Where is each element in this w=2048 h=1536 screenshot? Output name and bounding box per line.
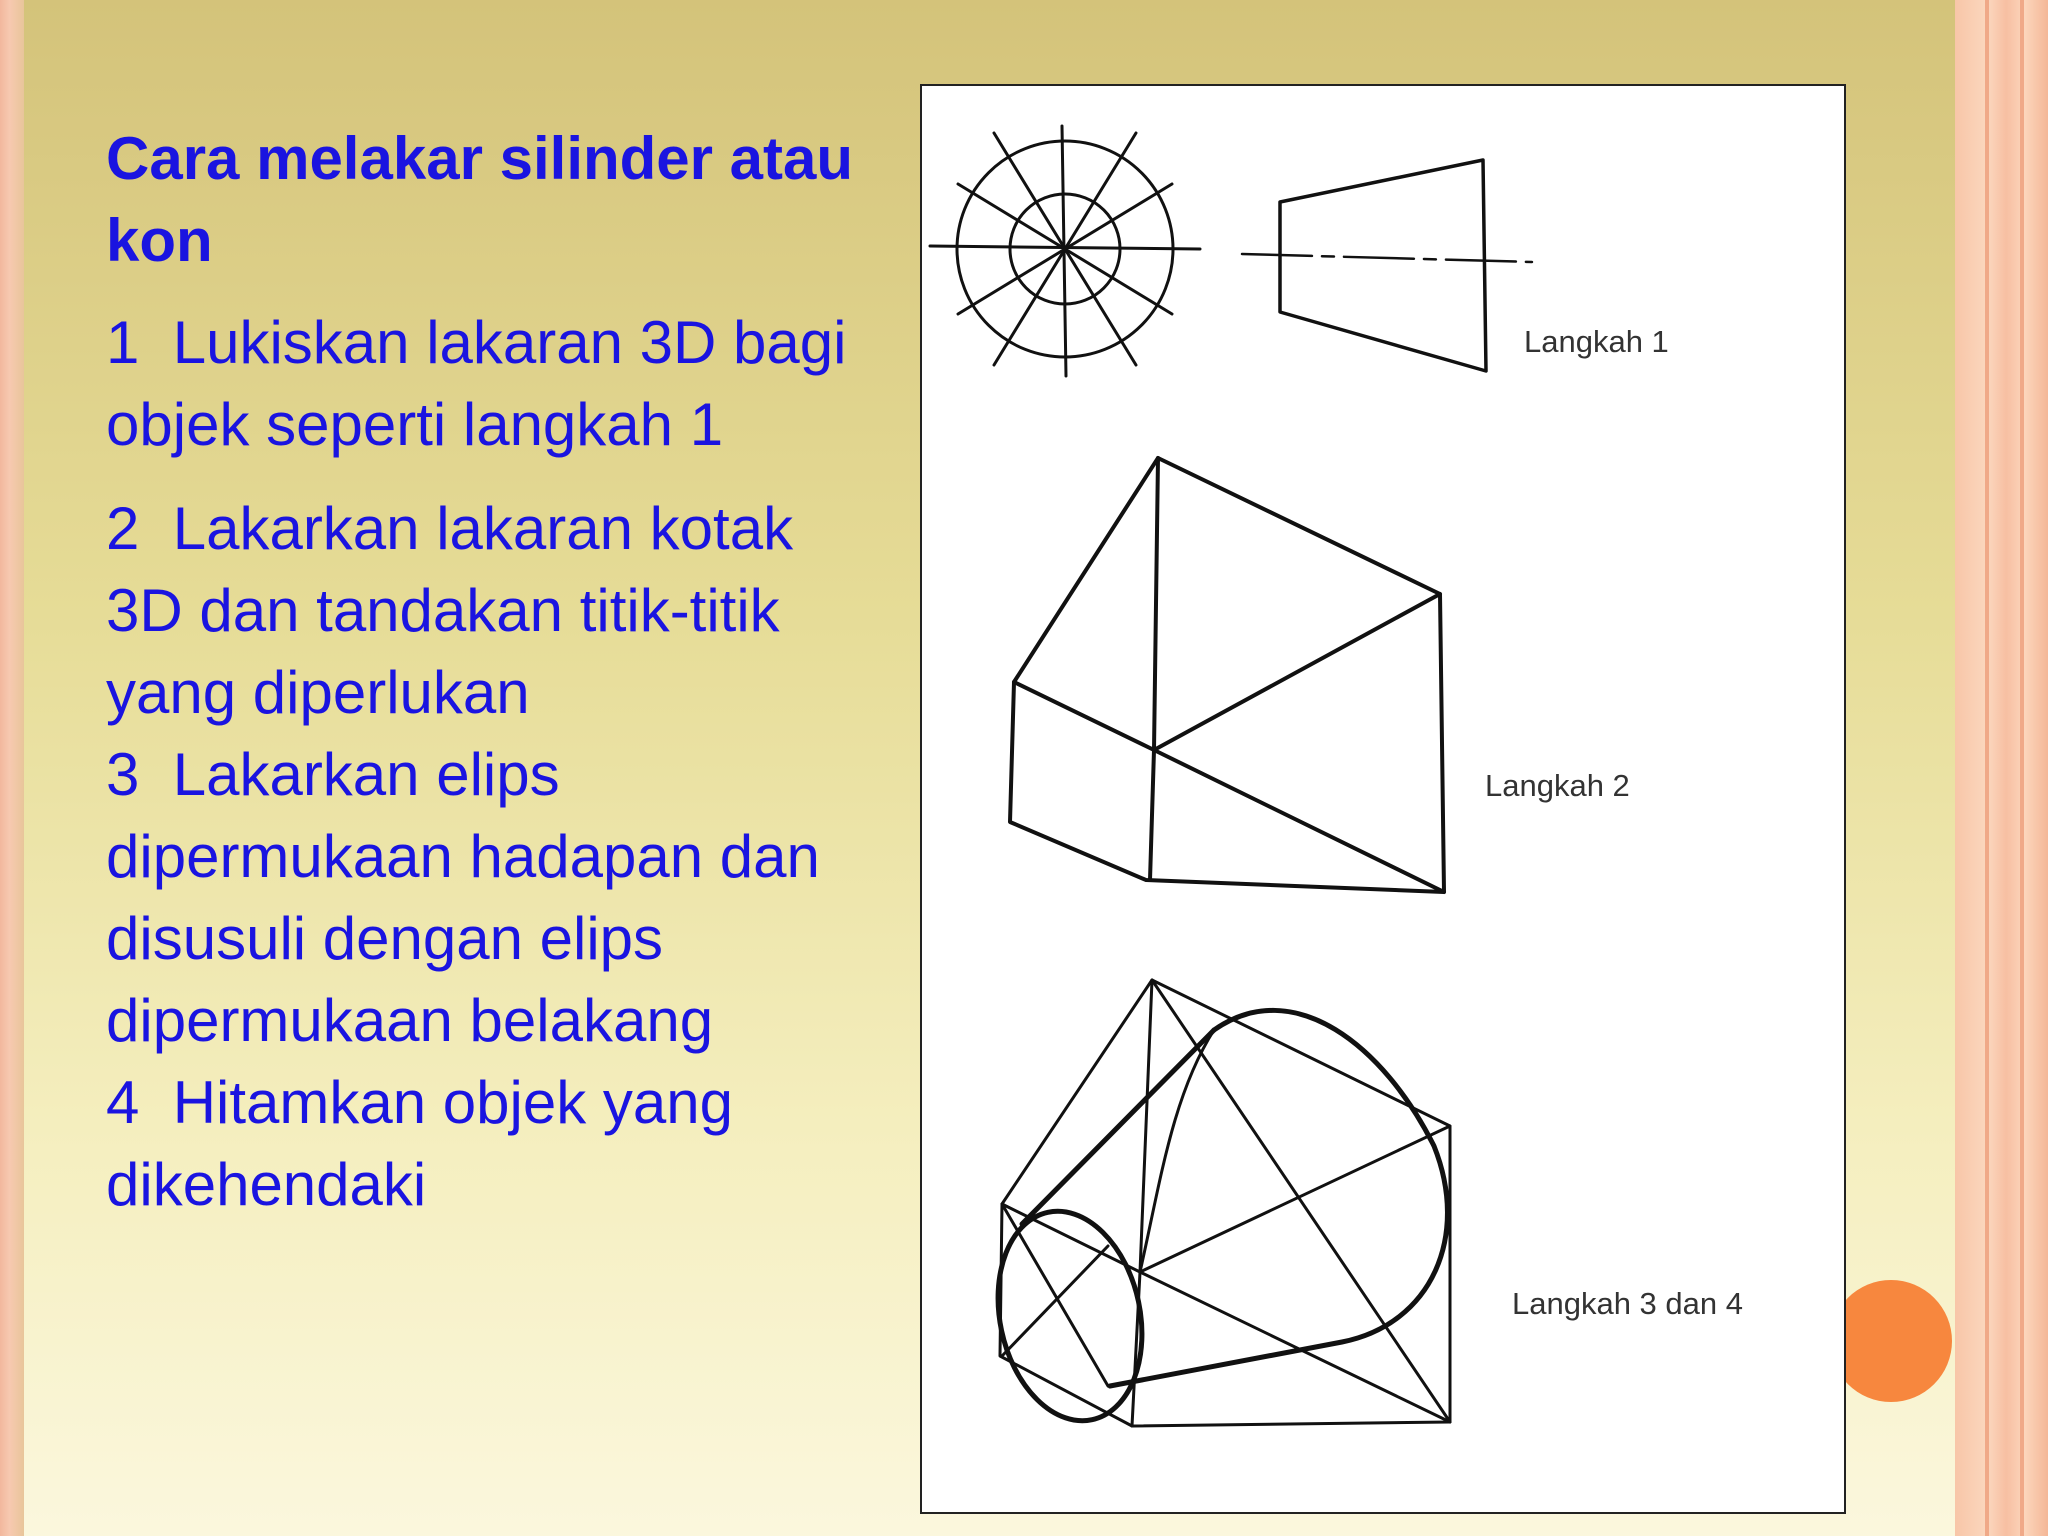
sketch-figure [920,84,1846,1514]
label-langkah-1: Langkah 1 [1524,324,1669,359]
step-1 [106,302,866,466]
label-langkah-2: Langkah 2 [1485,768,1630,803]
label-langkah-3-dan-4: Langkah 3 dan 4 [1512,1286,1743,1321]
step-text: Lakarkan elips dipermukaan hadapan dan disusuli dengan elips dipermukaan belakang [106,741,820,1054]
step1-circle-view [930,126,1200,376]
step-text: Lakarkan lakaran kotak 3D dan tandakan titik-titik yang diperlukan [106,495,794,726]
right-decorative-line [2020,0,2024,1536]
step-number: 3 [106,741,140,808]
step1-side-view [1242,160,1532,371]
orange-circle-decoration [1830,1280,1952,1402]
step2-box [1010,458,1444,892]
step-3 [106,734,866,1062]
right-decorative-band [1955,0,2048,1536]
step-text: Lukiskan lakaran 3D bagi objek seperti langkah 1 [106,309,847,458]
step34-construction [1000,980,1450,1426]
slide-title: Cara melakar silinder atau kon [106,125,854,274]
step34-ellipses [979,1010,1447,1434]
step-4 [106,1062,866,1226]
text-column [106,118,866,1226]
right-decorative-line [1985,0,1989,1536]
step-text: Hitamkan objek yang dikehendaki [106,1069,734,1218]
step-number: 2 [106,495,140,562]
left-border [0,0,24,1536]
step-number: 4 [106,1069,140,1136]
step-2 [106,488,866,734]
step-number: 1 [106,309,140,376]
